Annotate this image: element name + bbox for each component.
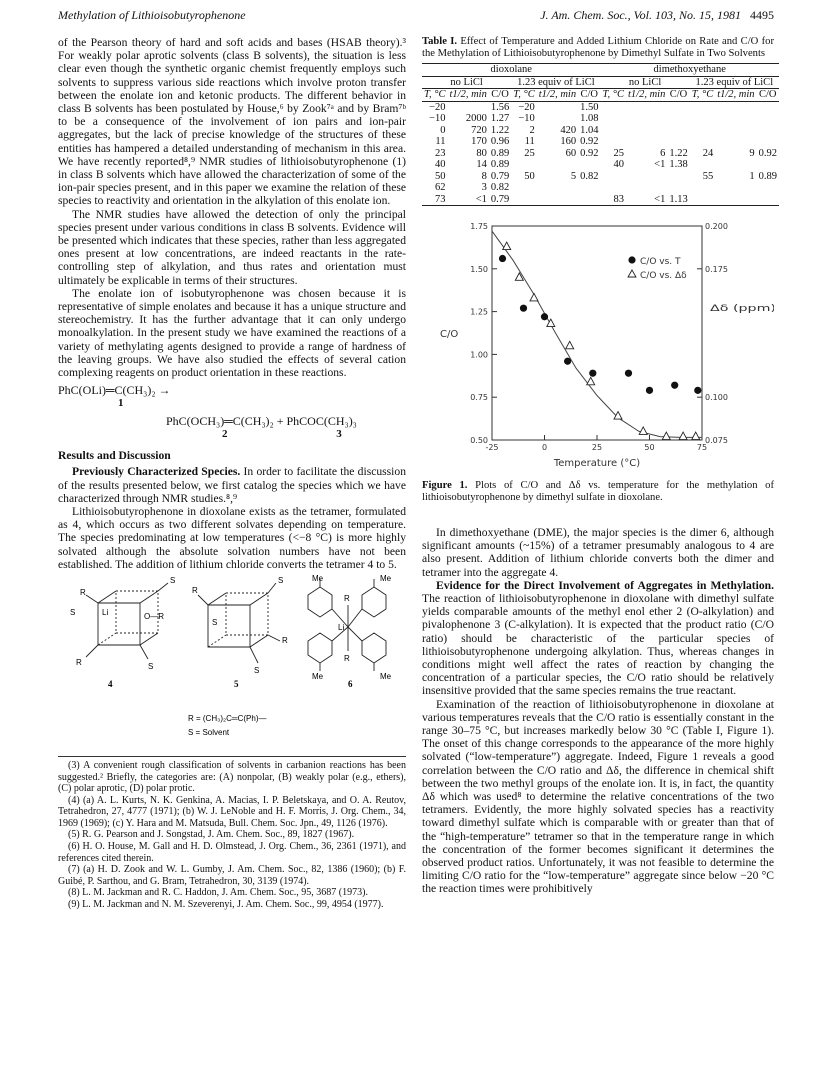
data-point-circle (564, 358, 571, 365)
atom-label: S (278, 575, 284, 585)
table-cell (757, 159, 779, 171)
table-cell (715, 159, 756, 171)
table-cell: 0.89 (758, 170, 777, 182)
table-row (422, 101, 779, 113)
table-cell (600, 101, 626, 113)
compound-number: 2 (222, 427, 228, 440)
atom-label: R (192, 585, 198, 595)
y-tick-label: 1.50 (470, 264, 488, 274)
running-title: Methylation of Lithioisobutyrophenone (58, 8, 246, 22)
data-point-triangle (566, 341, 574, 349)
table-cell: 11 (524, 136, 535, 147)
structure-number: 5 (234, 678, 239, 689)
table-column-header: t1/2, min (538, 89, 577, 100)
footnote: (6) H. O. House, M. Gall and H. D. Olmstead, J. Org. Chem., 36, 2361 (1971), and references cited therein. (58, 841, 406, 864)
atom-label: S (254, 665, 260, 675)
table-cell (626, 136, 667, 148)
table-cell (715, 101, 756, 113)
data-point-circle (520, 305, 527, 312)
table-cell: 9 (749, 147, 755, 159)
data-point-circle (541, 313, 548, 320)
data-point-triangle (587, 377, 595, 385)
legend-label: C/O vs. Δδ (640, 271, 687, 281)
x-axis-label: Temperature (°C) (553, 458, 641, 469)
table-column-header: T, °C (513, 89, 535, 100)
table-cell (757, 101, 779, 113)
footnote: (3) A convenient rough classification of solvents in carbanion reactions has been suggested.² Briefly, the categories are: (A) nonpolar, (B) weakly polar (e.g., ethers), (C) polar aprotic, (D) polar protic. (58, 759, 406, 795)
table-header-group: 1.23 equiv of LiCl (690, 76, 779, 89)
table-cell (667, 125, 689, 137)
table-cell (667, 182, 689, 194)
table-column-header: t1/2, min (717, 89, 755, 100)
table-cell: −20 (518, 101, 535, 113)
table-cell: 1.56 (490, 101, 510, 113)
table-cell: 0.89 (490, 147, 510, 159)
table-cell: 160 (560, 136, 577, 147)
footnotes (58, 756, 406, 911)
table-cell (511, 159, 537, 171)
table-cell: 14 (476, 159, 487, 170)
table-cell (667, 101, 689, 113)
table-cell: 1.22 (490, 124, 510, 136)
y2-axis-label: Δδ (ppm) (710, 304, 774, 314)
table-cell: 50 (435, 170, 446, 182)
footnote: (9) L. M. Jackman and N. M. Szeverenyi, J. Am. Chem. Soc., 99, 4954 (1977). (68, 899, 384, 911)
y2-tick-label: 0.075 (705, 436, 728, 445)
table-cell: 24 (702, 147, 714, 159)
table-cell: 73 (435, 193, 446, 205)
table-cell (667, 136, 689, 148)
footnote: (8) L. M. Jackman and R. C. Haddon, J. Am. Chem. Soc., 95, 3687 (1973). (68, 887, 368, 899)
atom-label: Me (380, 671, 392, 681)
compound-number: 3 (336, 427, 342, 440)
table-header-group: no LiCl (600, 76, 689, 89)
table-cell: 60 (565, 147, 577, 159)
table-cell (537, 159, 578, 171)
table-cell: 0.92 (758, 147, 777, 159)
table-column-header: T, °C (424, 89, 446, 100)
table-cell (690, 101, 716, 113)
compound-number: 1 (118, 397, 124, 410)
table-cell (537, 182, 578, 194)
table-cell: 11 (435, 136, 446, 147)
table-cell: 25 (613, 147, 624, 159)
table-cell: 1.22 (669, 147, 688, 159)
footnote: (7) (a) H. D. Zook and W. L. Gumby, J. Am. Chem. Soc., 82, 1386 (1960); (b) F. Guibé, P. Sarthou, and G. Bram, Tetrahedron, 30, 3139 (1974). (58, 864, 406, 887)
x-tick-label: 0 (541, 443, 548, 452)
table-cell (757, 182, 779, 194)
table-cell: 62 (435, 182, 446, 193)
table-cell: 420 (560, 124, 577, 136)
table-cell: 5 (570, 170, 577, 182)
subsection-heading: Evidence for the Direct Involvement of Aggregates in Methylation. (436, 578, 774, 592)
table-cell (757, 194, 779, 206)
footnote: (4) (a) A. L. Kurts, N. K. Genkina, A. Macias, I. P. Beletskaya, and O. A. Reutov, Tetrahedron, 27, 4777 (1971); (b) W. J. LeNoble and H. F. Morris, J. Org. Chem., 34, 1969 (1969); (c) Y. Hara and M. Matsuda, Bull. Chem. Soc. Jpn., 49, 1126 (1976). (58, 794, 406, 829)
atom-label: Me (312, 671, 324, 681)
figure-caption: Figure 1. Plots of C/O and Δδ vs. temperature for the methylation of lithioisobutyrophenone by dimethyl sulfate in dioxolane. (422, 480, 774, 503)
data-point-triangle (515, 273, 523, 281)
y-tick-label: 1.00 (470, 350, 488, 360)
table-cell: 80 (476, 147, 487, 159)
paragraph: Lithioisobutyrophenone in dioxolane exists as the tetramer, formulated as 4, which occurs as two different solvates depending on temperature. The species predominating at low temperatures (<−8 °C) is more highly solvated although the absolute solvation numbers have not been established. The addition of lithium chloride converts the tetramer 4 to 5. (58, 504, 406, 571)
data-point-circle (646, 387, 653, 394)
table-cell: 170 (471, 136, 487, 147)
section-heading: Results and Discussion (58, 449, 171, 463)
table-column-header: t1/2, min (627, 89, 666, 100)
table-cell (448, 101, 489, 113)
figure-1 (422, 212, 774, 478)
atom-label: R (344, 593, 350, 603)
co-vs-temperature-chart (422, 212, 774, 478)
table-cell (578, 182, 600, 194)
table-cell: −10 (518, 113, 535, 124)
table-cell: 2 (529, 124, 535, 136)
table-cell (578, 159, 600, 171)
y2-tick-label: 0.200 (705, 222, 728, 231)
data-point-circle (625, 370, 632, 377)
table-cell: 40 (435, 159, 446, 170)
structure-legend-s: S = Solvent (188, 727, 230, 737)
y-tick-label: 0.50 (470, 436, 488, 445)
table-cell: 83 (613, 193, 624, 205)
table-cell: 40 (613, 159, 624, 170)
table-header-solvent: dimethoxyethane (600, 64, 778, 77)
table-cell (715, 194, 756, 206)
table-cell (626, 171, 667, 183)
atom-label: Me (312, 574, 324, 583)
table-row (422, 182, 779, 194)
y-tick-label: 1.25 (470, 307, 488, 317)
table-cell (715, 113, 756, 125)
table-row (422, 159, 779, 171)
reaction-equation-products: PhC(OCH₃)═C(CH₃)₂ + PhCOC(CH₃)₃ 2 3 (166, 413, 357, 440)
table-column-header: t1/2, min (449, 89, 487, 100)
data-point-circle (589, 370, 596, 377)
table-cell (690, 182, 716, 194)
structure-number: 6 (348, 678, 353, 689)
table-cell (690, 125, 716, 137)
table-cell: 1.13 (669, 193, 688, 205)
table-cell: 0.89 (490, 159, 510, 170)
page-number: 4495 (750, 8, 774, 22)
atom-label: Li (102, 607, 109, 617)
table-cell (690, 136, 716, 148)
table-cell (715, 182, 756, 194)
legend-label: C/O vs. T (640, 257, 681, 267)
table-cell (600, 125, 626, 137)
data-point-triangle (503, 242, 511, 250)
table-cell: 25 (524, 147, 535, 159)
atom-label: Me (380, 574, 392, 583)
table-cell (715, 125, 756, 137)
paragraph: The enolate ion of isobutyrophenone was chosen because it is representative of simple enolates and because it has a unique structure and stereochemistry. It has the further advantage that it can only undergo monoalkylation. In the present study we have examined the reactions of a variety of methylating agents designed to provide a range of hardness of the leaving groups. We have also studied the effects of several cation complexing reagents on product orientation in these reactions. (58, 286, 406, 380)
table-cell: 0 (440, 124, 446, 136)
table-cell: 1.08 (580, 113, 599, 124)
table-cell (626, 125, 667, 137)
x-tick-label: 50 (644, 443, 655, 452)
data-table (422, 63, 779, 206)
table-cell: 0.92 (580, 147, 599, 159)
atom-label: R (80, 587, 86, 597)
table-caption: Table I. Effect of Temperature and Added Lithium Chloride on Rate and C/O for the Methylation of Lithioisobutyrophenone by Dimethyl Sulfate in Two Solvents (422, 36, 774, 59)
legend-marker-triangle (628, 270, 636, 277)
atom-label: Li (338, 622, 345, 632)
data-point-circle (671, 382, 678, 389)
left-column (58, 36, 406, 911)
data-point-triangle (662, 432, 670, 440)
atom-label: S (148, 661, 154, 671)
table-column-headers (422, 89, 779, 102)
table-cell: <1 (475, 193, 487, 205)
y-tick-label: 0.75 (470, 393, 488, 403)
table-cell: 0.96 (490, 136, 510, 147)
table-cell (757, 125, 779, 137)
table-column-header: C/O (580, 89, 599, 100)
data-point-circle (499, 255, 506, 262)
structure-5-cube (198, 583, 280, 663)
aggregate-structures-diagram (58, 575, 406, 750)
atom-label: S (212, 617, 218, 627)
table-cell: 0.82 (490, 182, 510, 193)
table-cell: <1 (654, 193, 666, 205)
structure-number: 4 (108, 678, 113, 689)
table-cell (600, 136, 626, 148)
table-cell (626, 101, 667, 113)
y-axis-label: C/O (440, 329, 459, 340)
table-cell (715, 136, 756, 148)
table-cell: 0.92 (580, 136, 599, 147)
atom-label: S (170, 575, 176, 585)
data-point-triangle (679, 432, 687, 440)
running-header (58, 8, 774, 26)
atom-label: R (282, 635, 288, 645)
data-point-circle (694, 387, 701, 394)
table-cell: 1 (749, 170, 755, 182)
table-column-header: C/O (669, 89, 688, 100)
table-row (422, 194, 779, 206)
table-cell: 6 (660, 147, 666, 159)
table-header-group: no LiCl (422, 76, 511, 89)
journal-citation: J. Am. Chem. Soc., Vol. 103, No. 15, 1981 4495 (540, 8, 774, 22)
paragraph: Evidence for the Direct Involvement of Aggregates in Methylation. The reaction of lithioisobutyrophenone in dioxolane with dimethyl sulfate yields comparable amounts of the methyl enol ether 2 (O-alkylation) and pivalophenone 3 (C-alkylation). It is expected that the product ratio (C/O ratio) should be characteristic of the particular species of lithioisobutyrophenone undergoing alkylation. Thus, whereas changes in conditions might well affect the rates of reaction by changing the concentration of a particular species, the C/O ratio should be relatively insensitive provided that the same species remains the true reactant. (422, 578, 774, 698)
atom-label: R (76, 657, 82, 667)
table-cell: 0.82 (580, 170, 599, 182)
table-row (422, 113, 779, 125)
paragraph: Examination of the reaction of lithioisobutyrophenone in dioxolane at various temperatures reveals that the C/O ratio is essentially constant in the range 30–75 °C, but increases markedly below 30 °C (Table I, Figure 1). The onset of this change corresponds to the appearance of the more highly solvated (“low-temperature”) aggregate. Indeed, Figure 1 reveals a good correlation between the C/O ratio and Δδ, the difference in chemical shift between the two methyl groups of the enolate ion. It is, in fact, the quantity Δδ which was used⁸ to determine the relative concentrations of the two tetramers. Evidently, the more highly solvated species has a reactivity toward dimethyl sulfate which is comparable with or greater than that of the “high-temperature” tetramer so that in the temperature range in which the concentration of the former becomes significant it determines the observed product ratios. Unfortunately, it was not feasible to determine the limiting C/O ratio for the “low-temperature” aggregate since below −20 °C the reaction times were prohibitively (422, 697, 774, 896)
data-point-triangle (692, 432, 700, 440)
table-cell (626, 113, 667, 125)
table-cell: 0.79 (490, 193, 510, 205)
right-column (422, 36, 777, 896)
table-cell: 0.79 (490, 170, 510, 182)
table-cell (757, 113, 779, 125)
table-cell (757, 136, 779, 148)
table-column-header: C/O (758, 89, 777, 100)
reaction-equation-reactant: PhC(OLi)═C(CH₃)₂ → 1 (58, 384, 406, 410)
table-cell (537, 113, 578, 125)
structure-4-cube (86, 583, 168, 659)
table-column-header: T, °C (602, 89, 624, 100)
table-column-header: C/O (491, 89, 509, 100)
table-cell (578, 194, 600, 206)
table-cell (600, 171, 626, 183)
paragraph: In dimethoxyethane (DME), the major species is the dimer 6, although significant amounts (~15%) of a tetramer presumably analogous to 4 are also present. Addition of lithium chloride converts both the dimer and tetramer into the aggregate 4. (422, 526, 774, 579)
table-cell (690, 194, 716, 206)
table-cell: 50 (524, 170, 535, 182)
table-cell (511, 182, 537, 194)
table-cell (537, 194, 578, 206)
table-row (422, 125, 779, 137)
x-tick-label: 75 (696, 443, 708, 452)
table-cell (667, 113, 689, 125)
atom-label: S (70, 607, 76, 617)
table-cell (690, 113, 716, 125)
table-cell: 1.38 (669, 159, 688, 170)
paragraph: of the Pearson theory of hard and soft acids and bases (HSAB theory).³ For weakly polar aprotic solvents (class B solvents), the situation is less clear even though the synthetic organic chemist frequently employs such solvents to suppress various side reactions which involve proton transfer between the enolate ion and ketonic products. The different behavior in class B solvents has been postulated by House,⁶ by Zook⁷ᵃ and by Bram⁷ᵇ to be a consequence of the involvement of ion pairs and ion-pair aggregates, but the lack of precise knowledge of the structures of these entities has hampered a detailed understanding of mechanism in this area. We have recently reported⁸,⁹ NMR studies of lithioisobutyrophenone (1) in class B solvents which have allowed the characterization of some of the ion-pair species present, and in this paper we examine the relation of these species to reactivity and orientation in the alkylation of this enolate ion. (58, 36, 406, 208)
table-cell: 55 (702, 170, 714, 182)
table-cell (600, 113, 626, 125)
table-cell: 23 (435, 147, 446, 159)
table-cell: −10 (429, 113, 446, 124)
y2-tick-label: 0.175 (705, 264, 728, 274)
atom-label: R (344, 653, 350, 663)
table-cell: −20 (429, 101, 446, 113)
table-cell (626, 182, 667, 194)
table-header-solvent: dioxolane (422, 64, 600, 77)
table-body (422, 101, 779, 206)
y2-tick-label: 0.100 (705, 393, 728, 403)
table-cell: 8 (481, 170, 487, 182)
subsection-heading: Previously Characterized Species. (72, 465, 241, 479)
table-row (422, 171, 779, 183)
data-point-triangle (530, 293, 538, 301)
table-cell: 1.27 (490, 113, 510, 124)
atom-label: O—R (144, 611, 164, 621)
table-header-group: 1.23 equiv of LiCl (511, 76, 600, 89)
table-cell: <1 (654, 159, 666, 170)
x-tick-label: -25 (485, 443, 499, 452)
table-cell (537, 101, 578, 113)
structures-figure (58, 575, 406, 750)
table-row (422, 148, 779, 160)
table-row (422, 136, 779, 148)
footnote: (5) R. G. Pearson and J. Songstad, J. Am. Chem. Soc., 89, 1827 (1967). (68, 829, 355, 841)
table-cell (600, 182, 626, 194)
table-cell: 720 (471, 124, 487, 136)
table-cell: 3 (481, 182, 487, 193)
paragraph: The NMR studies have allowed the detection of only the principal species present under various conditions in class B solvents. Evidence will be presented which indicates that these species, rather than less aggregated ones present at low concentrations, are indeed reactants in the rate-controlling step of alkylation, and thus rates and orientation must ultimately be explicable in terms of their structures. (58, 207, 406, 287)
table-cell: 2000 (465, 113, 487, 124)
paragraph: Previously Characterized Species. In order to facilitate the discussion of the results presented below, we first catalog the species which we have characterized through NMR studies.⁸,⁹ (58, 465, 406, 505)
legend-marker-circle (628, 256, 635, 263)
x-tick-label: 25 (591, 443, 603, 452)
structure-legend-r: R = (CH₃)₂C═C(Ph)— (188, 713, 267, 723)
data-point-triangle (639, 427, 647, 435)
table-cell (511, 194, 537, 206)
table-column-header: T, °C (691, 89, 714, 100)
table-cell: 1.04 (580, 124, 599, 136)
y-tick-label: 1.75 (470, 222, 488, 231)
table-cell (690, 159, 716, 171)
table-cell: 1.50 (580, 101, 599, 113)
table-cell (667, 171, 689, 183)
